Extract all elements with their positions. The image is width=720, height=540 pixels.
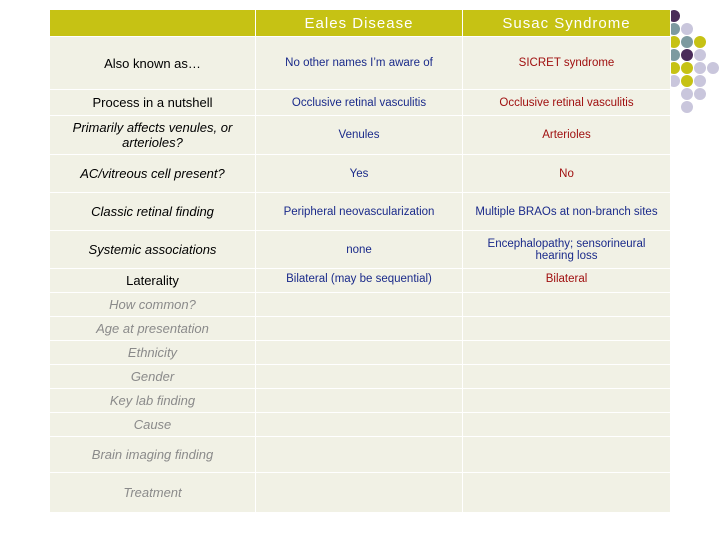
dot xyxy=(694,62,706,74)
susac-value: SICRET syndrome xyxy=(463,37,671,90)
susac-value xyxy=(463,389,671,413)
comparison-table xyxy=(49,9,671,513)
header-eales-disease: Eales Disease xyxy=(256,10,463,37)
susac-value xyxy=(463,413,671,437)
table-row xyxy=(50,155,671,193)
susac-value xyxy=(463,473,671,513)
eales-value: Bilateral (may be sequential) xyxy=(256,269,463,293)
susac-value: Bilateral xyxy=(463,269,671,293)
dot xyxy=(694,49,706,61)
eales-value xyxy=(256,293,463,317)
susac-value xyxy=(463,341,671,365)
susac-value xyxy=(463,365,671,389)
decorative-dot-pattern xyxy=(668,10,720,120)
dot xyxy=(694,36,706,48)
table-row xyxy=(50,116,671,155)
dot xyxy=(681,62,693,74)
dot xyxy=(681,101,693,113)
row-label: Key lab finding xyxy=(50,389,256,413)
header-empty-cell xyxy=(50,10,256,37)
row-label: Gender xyxy=(50,365,256,389)
eales-value xyxy=(256,413,463,437)
eales-value xyxy=(256,365,463,389)
dot xyxy=(707,62,719,74)
dot xyxy=(681,75,693,87)
table-row xyxy=(50,317,671,341)
row-label: Age at presentation xyxy=(50,317,256,341)
eales-value: Venules xyxy=(256,116,463,155)
susac-value: Encephalopathy; sensorineural hearing loss xyxy=(463,231,671,269)
eales-value xyxy=(256,473,463,513)
row-label: Primarily affects venules, or arterioles? xyxy=(50,116,256,155)
row-label: Process in a nutshell xyxy=(50,90,256,116)
row-label: Systemic associations xyxy=(50,231,256,269)
dot xyxy=(694,75,706,87)
table-row xyxy=(50,37,671,90)
eales-value: Yes xyxy=(256,155,463,193)
table-row xyxy=(50,437,671,473)
susac-value xyxy=(463,293,671,317)
table-row xyxy=(50,231,671,269)
eales-value xyxy=(256,317,463,341)
susac-value: Multiple BRAOs at non-branch sites xyxy=(463,193,671,231)
table-row xyxy=(50,269,671,293)
dot xyxy=(681,23,693,35)
eales-value xyxy=(256,341,463,365)
susac-value xyxy=(463,317,671,341)
eales-value: Peripheral neovascularization xyxy=(256,193,463,231)
table-header-row xyxy=(50,10,671,37)
row-label: How common? xyxy=(50,293,256,317)
eales-value xyxy=(256,389,463,413)
dot xyxy=(681,49,693,61)
dot xyxy=(694,88,706,100)
eales-value: none xyxy=(256,231,463,269)
row-label: Laterality xyxy=(50,269,256,293)
row-label: Also known as… xyxy=(50,37,256,90)
row-label: Treatment xyxy=(50,473,256,513)
row-label: AC/vitreous cell present? xyxy=(50,155,256,193)
eales-value: Occlusive retinal vasculitis xyxy=(256,90,463,116)
table-row xyxy=(50,365,671,389)
table-row xyxy=(50,193,671,231)
eales-value: No other names I’m aware of xyxy=(256,37,463,90)
susac-value: No xyxy=(463,155,671,193)
dot xyxy=(681,36,693,48)
table-row xyxy=(50,413,671,437)
eales-value xyxy=(256,437,463,473)
row-label: Ethnicity xyxy=(50,341,256,365)
table-row xyxy=(50,389,671,413)
dot xyxy=(681,88,693,100)
table-row xyxy=(50,473,671,513)
table-row xyxy=(50,341,671,365)
table-row xyxy=(50,90,671,116)
row-label: Brain imaging finding xyxy=(50,437,256,473)
susac-value: Occlusive retinal vasculitis xyxy=(463,90,671,116)
susac-value xyxy=(463,437,671,473)
table-row xyxy=(50,293,671,317)
susac-value: Arterioles xyxy=(463,116,671,155)
row-label: Cause xyxy=(50,413,256,437)
header-susac-syndrome: Susac Syndrome xyxy=(463,10,671,37)
row-label: Classic retinal finding xyxy=(50,193,256,231)
